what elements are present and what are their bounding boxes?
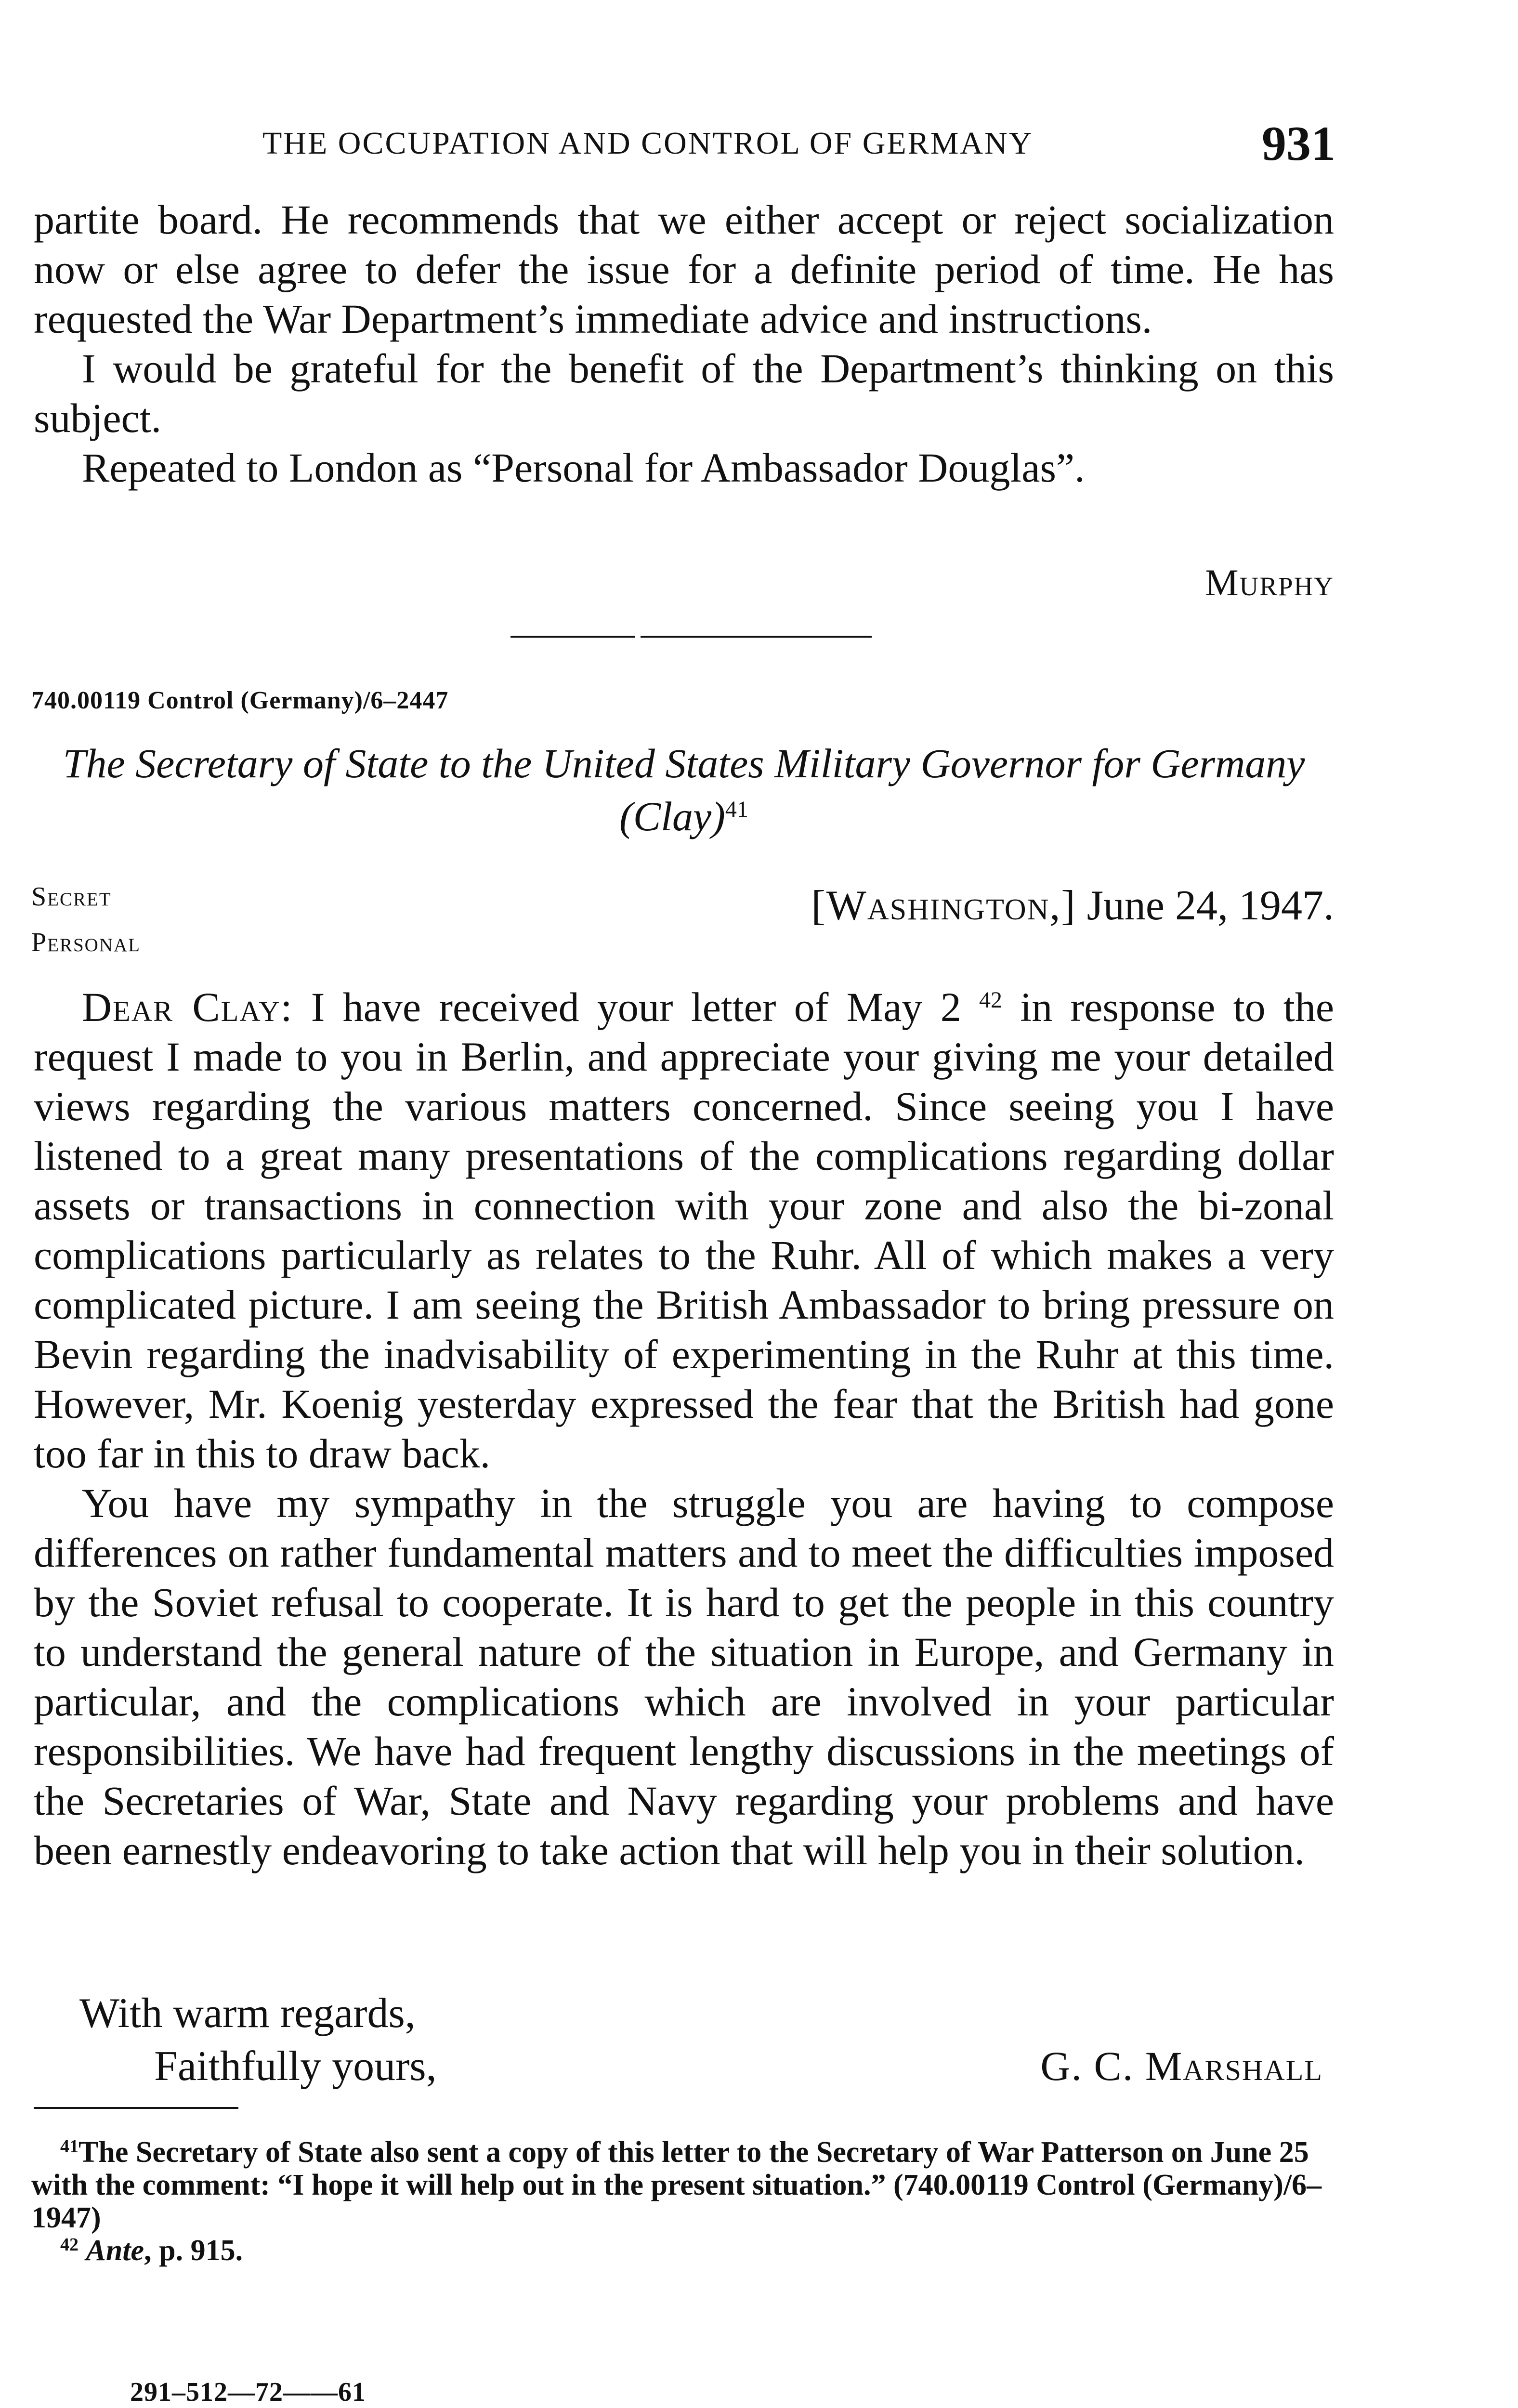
paragraph-text: I have received your letter of May 2 <box>311 984 961 1030</box>
paragraph <box>34 982 1334 1479</box>
footnote-text: , p. 915. <box>144 2234 243 2267</box>
dateline-place: [Washington,] <box>811 882 1076 929</box>
paragraph: You have my sympathy in the struggle you are having to compose differences on rather fundamental matters and to meet the difficulties imposed by the Soviet refusal to cooperate. It is hard to get the people in this country to understand the general nature of the situation in Europe, and Germany in particular, and the complications which are involved in your particular responsibilities. We have had frequent lengthy discussions in the meetings of the Secretaries of War, State and Navy regarding your problems and have been earnestly endeavoring to take action that will help you in their solution. <box>34 1480 1334 1873</box>
footnote-text: The Secretary of State also sent a copy of this letter to the Secretary of War Patterson on June 25 with the comment: “I hope it will help out in the present situation.” (740.00119 Control (Germany)/6–1947) <box>31 2136 1322 2234</box>
dateline-date: June 24, 1947. <box>1086 882 1334 929</box>
footnotes <box>31 2136 1332 2267</box>
closing-faithfully: Faithfully yours, <box>154 2043 437 2090</box>
document-title <box>34 737 1334 843</box>
paragraph: Repeated to London as “Personal for Ambassador Douglas”. <box>82 445 1085 491</box>
signature-initials: G. C. <box>1040 2043 1134 2089</box>
previous-document-text <box>34 195 1334 493</box>
footnote-ref-42: 42 <box>979 987 1002 1013</box>
signature-murphy: Murphy <box>1205 562 1334 603</box>
footnote-number: 41 <box>60 2136 79 2157</box>
footnote-42 <box>31 2234 1332 2267</box>
letter-body <box>34 982 1334 1875</box>
footnote-number: 42 <box>60 2235 79 2255</box>
paragraph: partite board. He recommends that we either accept or reject socialization now or else agree to defer the issue for a definite period of time. He has requested the War Department’s immediate advice and instructions. <box>34 196 1334 342</box>
footnote-ante: Ante <box>86 2234 144 2267</box>
salutation: Dear Clay: <box>82 984 293 1030</box>
paragraph-text: in response to the request I made to you in Berlin, and appreciate your giving me your detailed views regarding the various matters concerned. Since seeing you I have listened to a great many presentations of the complications regarding dollar assets or transactions in connection with your zone and also the bi-zonal complications particularly as relates to the Ruhr. All of which makes a very complicated picture. I am seeing the British Ambassador to bring pressure on Bevin regarding the inadvisability of experimenting in the Ruhr at this time. However, Mr. Koenig yesterday expressed the fear that the British had gone too far in this to draw back. <box>34 984 1334 1477</box>
section-divider <box>510 636 635 638</box>
classification-personal: Personal <box>31 928 141 957</box>
running-head: THE OCCUPATION AND CONTROL OF GERMANY <box>262 126 1034 161</box>
footnote-41 <box>31 2136 1332 2234</box>
print-code: 291–512—72——61 <box>130 2377 366 2407</box>
classification-secret: Secret <box>31 882 112 912</box>
signature-surname: Marshall <box>1145 2043 1323 2089</box>
page-header <box>0 116 1518 173</box>
file-reference: 740.00119 Control (Germany)/6–2447 <box>31 687 449 714</box>
document-title-text: The Secretary of State to the United States Military Governor for Germany (Clay) <box>63 740 1305 839</box>
page-number: 931 <box>1262 117 1335 171</box>
footnote-ref-41: 41 <box>725 797 748 822</box>
closing-regards: With warm regards, <box>79 1990 416 2037</box>
paragraph: I would be grateful for the benefit of the Department’s thinking on this subject. <box>34 345 1334 441</box>
signature-marshall <box>1040 2042 1323 2090</box>
dateline <box>811 881 1334 930</box>
footnote-rule <box>34 2107 238 2109</box>
section-divider <box>641 636 872 638</box>
